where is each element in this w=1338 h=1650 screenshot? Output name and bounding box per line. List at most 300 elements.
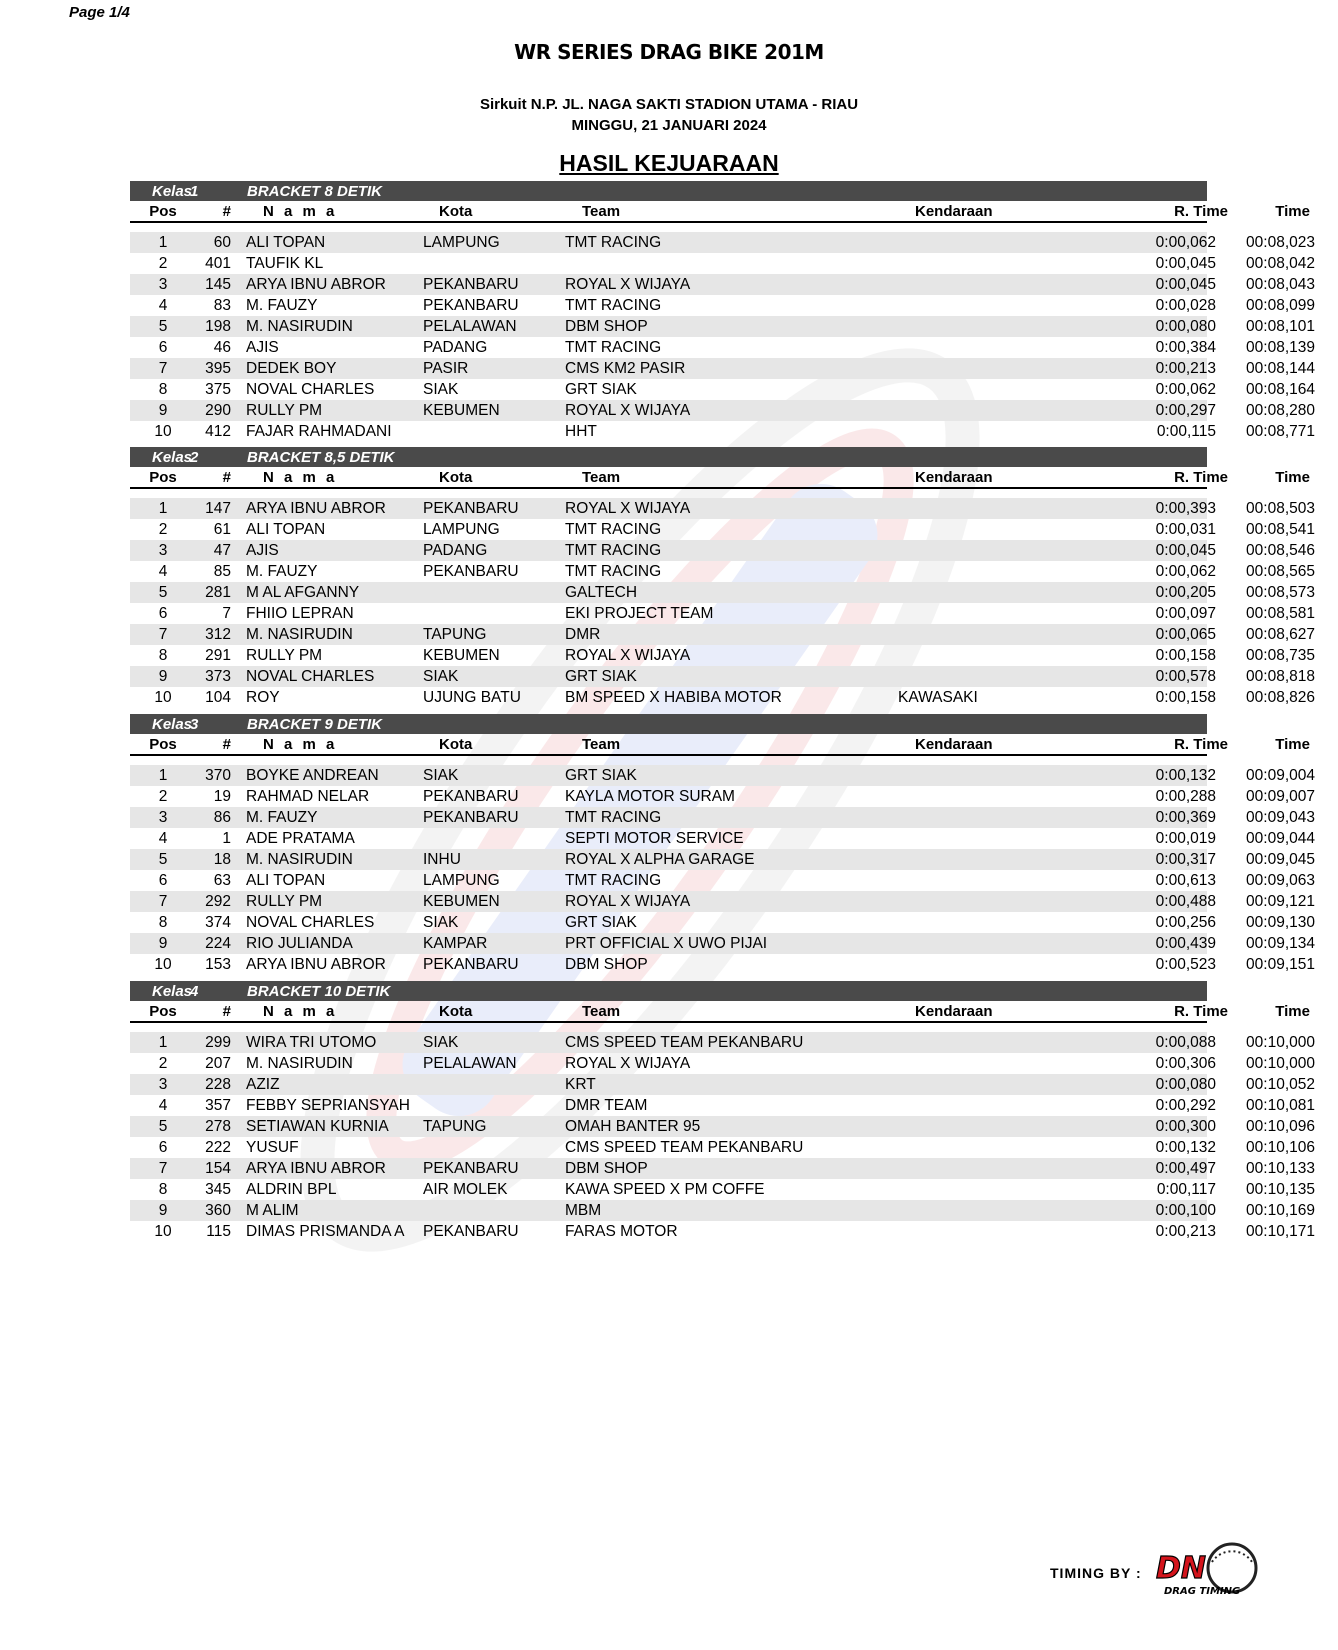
kelas-name: BRACKET 10 DETIK bbox=[247, 983, 391, 1000]
cell-team: TMT RACING bbox=[565, 872, 662, 889]
cell-pos: 9 bbox=[158, 1202, 168, 1219]
column-header-pos: Pos bbox=[149, 469, 177, 486]
venue: Sirkuit N.P. JL. NAGA SAKTI STADION UTAMA - RIAU bbox=[479, 96, 859, 113]
cell-nama: M. NASIRUDIN bbox=[246, 626, 353, 643]
cell-pos: 6 bbox=[158, 605, 168, 622]
cell-nama: RULLY PM bbox=[246, 402, 323, 419]
cell-rtime: 0:00,028 bbox=[1155, 297, 1216, 314]
cell-num: 83 bbox=[213, 297, 231, 314]
cell-pos: 5 bbox=[158, 1118, 168, 1135]
column-header-team: Team bbox=[582, 1003, 621, 1020]
cell-pos: 4 bbox=[158, 297, 168, 314]
kelas-section-3 bbox=[130, 714, 1315, 975]
cell-time: 00:08,565 bbox=[1246, 563, 1315, 580]
cell-num: 281 bbox=[205, 584, 231, 601]
column-header-time: Time bbox=[1275, 469, 1310, 486]
cell-time: 00:09,007 bbox=[1246, 788, 1315, 805]
cell-kota: PEKANBARU bbox=[423, 788, 519, 805]
cell-time: 00:10,133 bbox=[1246, 1160, 1315, 1177]
cell-kota: PEKANBARU bbox=[423, 1223, 519, 1240]
kelas-label: Kelas bbox=[152, 983, 193, 1000]
cell-nama: ALI TOPAN bbox=[246, 521, 326, 538]
kelas-label: Kelas bbox=[152, 716, 193, 733]
table-row bbox=[130, 379, 1315, 400]
cell-num: 63 bbox=[213, 872, 231, 889]
cell-team: ROYAL X WIJAYA bbox=[565, 1055, 691, 1072]
table-row bbox=[130, 337, 1315, 358]
cell-rtime: 0:00,062 bbox=[1155, 381, 1216, 398]
cell-rtime: 0:00,384 bbox=[1155, 339, 1216, 356]
cell-pos: 5 bbox=[158, 851, 168, 868]
cell-pos: 3 bbox=[158, 542, 168, 559]
cell-nama: ARYA IBNU ABROR bbox=[246, 500, 386, 517]
cell-team: ROYAL X WIJAYA bbox=[565, 893, 691, 910]
cell-team: CMS SPEED TEAM PEKANBARU bbox=[565, 1034, 804, 1051]
cell-rtime: 0:00,100 bbox=[1155, 1202, 1216, 1219]
kelas-header bbox=[130, 981, 1207, 1001]
cell-kota: PEKANBARU bbox=[423, 500, 519, 517]
cell-team: ROYAL X ALPHA GARAGE bbox=[565, 851, 755, 868]
cell-kota: PADANG bbox=[423, 542, 488, 559]
cell-num: 46 bbox=[213, 339, 231, 356]
cell-kota: KEBUMEN bbox=[423, 647, 500, 664]
cell-time: 00:10,171 bbox=[1246, 1223, 1315, 1240]
cell-team: DBM SHOP bbox=[565, 318, 648, 335]
cell-nama: NOVAL CHARLES bbox=[246, 668, 375, 685]
column-header-rtime: R. Time bbox=[1174, 469, 1228, 486]
table-row bbox=[130, 253, 1315, 274]
cell-num: 7 bbox=[222, 605, 231, 622]
event-title: WR SERIES DRAG BIKE 201M bbox=[514, 40, 824, 64]
results-title-text: HASIL KEJUARAAN bbox=[559, 150, 779, 176]
column-header-team: Team bbox=[582, 203, 621, 220]
table-row bbox=[130, 786, 1315, 807]
cell-rtime: 0:00,031 bbox=[1155, 521, 1216, 538]
cell-team: TMT RACING bbox=[565, 809, 662, 826]
cell-rtime: 0:00,288 bbox=[1155, 788, 1216, 805]
cell-nama: BOYKE ANDREAN bbox=[246, 767, 379, 784]
cell-team: HHT bbox=[565, 423, 597, 440]
cell-pos: 1 bbox=[158, 1034, 168, 1051]
kelas-header bbox=[130, 181, 1207, 201]
kelas-number: 2 bbox=[190, 449, 199, 466]
cell-num: 278 bbox=[205, 1118, 231, 1135]
cell-time: 00:09,134 bbox=[1246, 935, 1315, 952]
cell-nama: M. FAUZY bbox=[246, 297, 318, 314]
table-row bbox=[130, 933, 1315, 954]
cell-rtime: 0:00,158 bbox=[1155, 689, 1216, 706]
cell-time: 00:10,052 bbox=[1246, 1076, 1315, 1093]
table-row bbox=[130, 1032, 1315, 1053]
cell-team: GRT SIAK bbox=[565, 668, 637, 685]
column-header-rtime: R. Time bbox=[1174, 203, 1228, 220]
cell-kota: SIAK bbox=[423, 1034, 459, 1051]
cell-nama: FEBBY SEPRIANSYAH bbox=[246, 1097, 410, 1114]
table-row bbox=[130, 1116, 1315, 1137]
cell-nama: AZIZ bbox=[246, 1076, 280, 1093]
cell-rtime: 0:00,578 bbox=[1155, 668, 1216, 685]
cell-nama: ALI TOPAN bbox=[246, 872, 326, 889]
cell-nama: M. NASIRUDIN bbox=[246, 851, 353, 868]
kelas-section-4 bbox=[130, 981, 1315, 1242]
cell-num: 345 bbox=[205, 1181, 231, 1198]
cell-nama: FHIIO LEPRAN bbox=[246, 605, 354, 622]
table-row bbox=[130, 912, 1315, 933]
cell-team: BM SPEED X HABIBA MOTOR bbox=[565, 689, 782, 706]
cell-rtime: 0:00,065 bbox=[1155, 626, 1216, 643]
cell-rtime: 0:00,045 bbox=[1155, 276, 1216, 293]
cell-time: 00:10,135 bbox=[1246, 1181, 1315, 1198]
column-header-nama: N a m a bbox=[263, 1003, 338, 1020]
cell-team: TMT RACING bbox=[565, 521, 662, 538]
kelas-header bbox=[130, 714, 1207, 734]
cell-time: 00:09,130 bbox=[1246, 914, 1315, 931]
cell-num: 370 bbox=[205, 767, 231, 784]
cell-kota: KEBUMEN bbox=[423, 402, 500, 419]
cell-num: 198 bbox=[205, 318, 231, 335]
table-row bbox=[130, 1095, 1315, 1116]
table-row bbox=[130, 1200, 1315, 1221]
cell-nama: ARYA IBNU ABROR bbox=[246, 956, 386, 973]
cell-kota: PEKANBARU bbox=[423, 276, 519, 293]
logo-text: DN bbox=[1156, 1551, 1207, 1586]
cell-time: 00:08,139 bbox=[1246, 339, 1315, 356]
cell-num: 222 bbox=[205, 1139, 231, 1156]
cell-nama: AJIS bbox=[246, 339, 279, 356]
cell-num: 228 bbox=[205, 1076, 231, 1093]
cell-team: SEPTI MOTOR SERVICE bbox=[565, 830, 744, 847]
cell-pos: 3 bbox=[158, 1076, 168, 1093]
cell-nama: DIMAS PRISMANDA A bbox=[246, 1223, 405, 1240]
cell-pos: 3 bbox=[158, 276, 168, 293]
cell-rtime: 0:00,045 bbox=[1155, 542, 1216, 559]
cell-pos: 2 bbox=[158, 255, 168, 272]
cell-rtime: 0:00,132 bbox=[1155, 1139, 1216, 1156]
table-row bbox=[130, 421, 1315, 442]
cell-pos: 2 bbox=[158, 788, 168, 805]
cell-time: 00:10,169 bbox=[1246, 1202, 1315, 1219]
cell-rtime: 0:00,158 bbox=[1155, 647, 1216, 664]
cell-rtime: 0:00,300 bbox=[1155, 1118, 1216, 1135]
cell-num: 19 bbox=[213, 788, 231, 805]
cell-time: 00:08,818 bbox=[1246, 668, 1315, 685]
cell-kota: LAMPUNG bbox=[423, 234, 500, 251]
cell-time: 00:08,826 bbox=[1246, 689, 1315, 706]
cell-team: KAYLA MOTOR SURAM bbox=[565, 788, 735, 805]
table-row bbox=[130, 582, 1315, 603]
cell-team: DBM SHOP bbox=[565, 1160, 648, 1177]
cell-team: FARAS MOTOR bbox=[565, 1223, 678, 1240]
cell-nama: SETIAWAN KURNIA bbox=[246, 1118, 389, 1135]
cell-pos: 1 bbox=[158, 767, 168, 784]
cell-pos: 4 bbox=[158, 830, 168, 847]
cell-num: 357 bbox=[205, 1097, 231, 1114]
cell-pos: 7 bbox=[158, 1160, 168, 1177]
cell-num: 104 bbox=[205, 689, 231, 706]
column-header-num: # bbox=[222, 736, 231, 753]
column-header-pos: Pos bbox=[149, 1003, 177, 1020]
column-header-kendaraan: Kendaraan bbox=[915, 469, 993, 486]
cell-team: GRT SIAK bbox=[565, 381, 637, 398]
kelas-name: BRACKET 8 DETIK bbox=[247, 183, 383, 200]
cell-pos: 9 bbox=[158, 935, 168, 952]
cell-num: 85 bbox=[213, 563, 231, 580]
dn-timing-logo bbox=[1150, 1540, 1260, 1602]
cell-rtime: 0:00,292 bbox=[1155, 1097, 1216, 1114]
cell-pos: 8 bbox=[158, 647, 168, 664]
column-header-kota: Kota bbox=[439, 736, 473, 753]
cell-nama: M. FAUZY bbox=[246, 563, 318, 580]
column-header-row bbox=[130, 734, 1310, 756]
cell-team: TMT RACING bbox=[565, 563, 662, 580]
cell-num: 153 bbox=[205, 956, 231, 973]
cell-kota: SIAK bbox=[423, 914, 459, 931]
cell-num: 395 bbox=[205, 360, 231, 377]
table-row bbox=[130, 1053, 1315, 1074]
cell-time: 00:08,023 bbox=[1246, 234, 1315, 251]
cell-rtime: 0:00,306 bbox=[1155, 1055, 1216, 1072]
cell-team: ROYAL X WIJAYA bbox=[565, 500, 691, 517]
table-row bbox=[130, 1137, 1315, 1158]
table-row bbox=[130, 400, 1315, 421]
kelas-section-2 bbox=[130, 447, 1315, 708]
cell-time: 00:08,101 bbox=[1246, 318, 1315, 335]
cell-rtime: 0:00,205 bbox=[1155, 584, 1216, 601]
cell-rtime: 0:00,317 bbox=[1155, 851, 1216, 868]
cell-rtime: 0:00,088 bbox=[1155, 1034, 1216, 1051]
cell-rtime: 0:00,115 bbox=[1156, 423, 1216, 440]
table-row bbox=[130, 891, 1315, 912]
column-header-time: Time bbox=[1275, 1003, 1310, 1020]
cell-nama: RULLY PM bbox=[246, 893, 323, 910]
cell-time: 00:10,096 bbox=[1246, 1118, 1315, 1135]
table-row bbox=[130, 1179, 1315, 1200]
cell-nama: M. FAUZY bbox=[246, 809, 318, 826]
cell-kota: PEKANBARU bbox=[423, 563, 519, 580]
cell-pos: 8 bbox=[158, 914, 168, 931]
timing-label: TIMING BY : bbox=[1050, 1565, 1142, 1581]
cell-pos: 4 bbox=[158, 1097, 168, 1114]
cell-nama: ARYA IBNU ABROR bbox=[246, 276, 386, 293]
cell-kota: AIR MOLEK bbox=[423, 1181, 508, 1198]
table-row bbox=[130, 1221, 1315, 1242]
column-header-time: Time bbox=[1275, 736, 1310, 753]
cell-nama: RULLY PM bbox=[246, 647, 323, 664]
cell-team: MBM bbox=[565, 1202, 602, 1219]
cell-kota: LAMPUNG bbox=[423, 521, 500, 538]
cell-time: 00:09,121 bbox=[1246, 893, 1315, 910]
cell-kota: PELALAWAN bbox=[423, 318, 517, 335]
cell-rtime: 0:00,256 bbox=[1155, 914, 1216, 931]
column-header-num: # bbox=[222, 203, 231, 220]
cell-time: 00:09,043 bbox=[1246, 809, 1315, 826]
cell-time: 00:08,043 bbox=[1246, 276, 1315, 293]
cell-kota: UJUNG BATU bbox=[423, 689, 521, 706]
kelas-header bbox=[130, 447, 1207, 467]
cell-pos: 1 bbox=[158, 500, 168, 517]
cell-team: KAWA SPEED X PM COFFE bbox=[565, 1181, 765, 1198]
cell-rtime: 0:00,132 bbox=[1155, 767, 1216, 784]
cell-team: KRT bbox=[565, 1076, 596, 1093]
kelas-number: 3 bbox=[190, 716, 199, 733]
column-header-kota: Kota bbox=[439, 1003, 473, 1020]
column-header-nama: N a m a bbox=[263, 736, 338, 753]
cell-num: 47 bbox=[213, 542, 231, 559]
cell-team: ROYAL X WIJAYA bbox=[565, 647, 691, 664]
cell-pos: 1 bbox=[158, 234, 168, 251]
column-header-kota: Kota bbox=[439, 469, 473, 486]
cell-pos: 10 bbox=[154, 1223, 172, 1240]
column-header-team: Team bbox=[582, 469, 621, 486]
cell-num: 374 bbox=[205, 914, 231, 931]
kelas-name: BRACKET 8,5 DETIK bbox=[247, 449, 395, 466]
cell-nama: NOVAL CHARLES bbox=[246, 914, 375, 931]
cell-num: 375 bbox=[205, 381, 231, 398]
results-title bbox=[0, 150, 1338, 177]
cell-pos: 9 bbox=[158, 668, 168, 685]
cell-team: CMS KM2 PASIR bbox=[565, 360, 686, 377]
cell-team: GALTECH bbox=[565, 584, 638, 601]
table-row bbox=[130, 828, 1315, 849]
cell-time: 00:10,000 bbox=[1246, 1034, 1315, 1051]
cell-pos: 2 bbox=[158, 1055, 168, 1072]
cell-time: 00:09,063 bbox=[1246, 872, 1315, 889]
cell-num: 401 bbox=[205, 255, 231, 272]
cell-pos: 6 bbox=[158, 339, 168, 356]
table-row bbox=[130, 498, 1315, 519]
cell-nama: ALDRIN BPL bbox=[246, 1181, 337, 1198]
cell-nama: ALI TOPAN bbox=[246, 234, 326, 251]
cell-rtime: 0:00,019 bbox=[1155, 830, 1216, 847]
cell-time: 00:09,045 bbox=[1246, 851, 1315, 868]
logo-subtext: DRAG TIMING bbox=[1164, 1586, 1241, 1597]
cell-nama: DEDEK BOY bbox=[246, 360, 337, 377]
table-row bbox=[130, 870, 1315, 891]
table-row bbox=[130, 645, 1315, 666]
cell-num: 412 bbox=[205, 423, 231, 440]
cell-num: 207 bbox=[205, 1055, 231, 1072]
column-header-time: Time bbox=[1275, 203, 1310, 220]
cell-team: ROYAL X WIJAYA bbox=[565, 276, 691, 293]
column-header-kota: Kota bbox=[439, 203, 473, 220]
table-row bbox=[130, 295, 1315, 316]
cell-nama: ARYA IBNU ABROR bbox=[246, 1160, 386, 1177]
cell-nama: YUSUF bbox=[246, 1139, 299, 1156]
cell-nama: WIRA TRI UTOMO bbox=[246, 1034, 377, 1051]
column-header-row bbox=[130, 1001, 1310, 1023]
cell-num: 115 bbox=[206, 1223, 231, 1240]
cell-team: GRT SIAK bbox=[565, 767, 637, 784]
cell-rtime: 0:00,080 bbox=[1155, 318, 1216, 335]
cell-rtime: 0:00,097 bbox=[1155, 605, 1216, 622]
cell-team: DMR TEAM bbox=[565, 1097, 648, 1114]
table-row bbox=[130, 316, 1315, 337]
cell-kendaraan: KAWASAKI bbox=[898, 689, 978, 706]
cell-time: 00:10,000 bbox=[1246, 1055, 1315, 1072]
cell-pos: 6 bbox=[158, 1139, 168, 1156]
cell-time: 00:08,627 bbox=[1246, 626, 1315, 643]
column-header-row bbox=[130, 467, 1310, 489]
column-header-kendaraan: Kendaraan bbox=[915, 736, 993, 753]
table-row bbox=[130, 1158, 1315, 1179]
cell-time: 00:09,004 bbox=[1246, 767, 1315, 784]
cell-nama: TAUFIK KL bbox=[246, 255, 324, 272]
table-row bbox=[130, 519, 1315, 540]
cell-team: PRT OFFICIAL X UWO PIJAI bbox=[565, 935, 768, 952]
cell-time: 00:08,541 bbox=[1246, 521, 1315, 538]
kelas-number: 4 bbox=[190, 983, 199, 1000]
cell-rtime: 0:00,393 bbox=[1155, 500, 1216, 517]
cell-pos: 3 bbox=[158, 809, 168, 826]
cell-kota: PEKANBARU bbox=[423, 809, 519, 826]
kelas-section-1 bbox=[130, 181, 1315, 442]
column-header-row bbox=[130, 201, 1310, 223]
table-row bbox=[130, 603, 1315, 624]
table-row bbox=[130, 765, 1315, 786]
column-header-pos: Pos bbox=[149, 736, 177, 753]
table-row bbox=[130, 1074, 1315, 1095]
cell-rtime: 0:00,523 bbox=[1155, 956, 1216, 973]
cell-time: 00:08,503 bbox=[1246, 500, 1315, 517]
cell-team: TMT RACING bbox=[565, 339, 662, 356]
cell-rtime: 0:00,497 bbox=[1155, 1160, 1216, 1177]
cell-num: 18 bbox=[213, 851, 231, 868]
cell-time: 00:08,144 bbox=[1246, 360, 1315, 377]
cell-nama: M ALIM bbox=[246, 1202, 299, 1219]
cell-rtime: 0:00,062 bbox=[1155, 563, 1216, 580]
cell-nama: M AL AFGANNY bbox=[246, 584, 360, 601]
cell-num: 299 bbox=[205, 1034, 231, 1051]
cell-time: 00:08,573 bbox=[1246, 584, 1315, 601]
cell-team: ROYAL X WIJAYA bbox=[565, 402, 691, 419]
cell-num: 61 bbox=[213, 521, 231, 538]
kelas-name: BRACKET 9 DETIK bbox=[247, 716, 383, 733]
cell-time: 00:10,106 bbox=[1246, 1139, 1315, 1156]
cell-kota: SIAK bbox=[423, 381, 459, 398]
cell-nama: M. NASIRUDIN bbox=[246, 318, 353, 335]
cell-kota: PELALAWAN bbox=[423, 1055, 517, 1072]
table-row bbox=[130, 849, 1315, 870]
kelas-label: Kelas bbox=[152, 449, 193, 466]
cell-num: 224 bbox=[205, 935, 231, 952]
kelas-number: 1 bbox=[190, 183, 199, 200]
cell-time: 00:08,280 bbox=[1246, 402, 1315, 419]
cell-time: 00:09,151 bbox=[1246, 956, 1315, 973]
cell-rtime: 0:00,297 bbox=[1155, 402, 1216, 419]
table-row bbox=[130, 687, 1315, 708]
cell-kota: PEKANBARU bbox=[423, 956, 519, 973]
cell-team: CMS SPEED TEAM PEKANBARU bbox=[565, 1139, 804, 1156]
cell-kota: INHU bbox=[423, 851, 461, 868]
cell-kota: TAPUNG bbox=[423, 1118, 487, 1135]
cell-time: 00:08,735 bbox=[1246, 647, 1315, 664]
page-label: Page 1/4 bbox=[69, 4, 130, 21]
cell-num: 290 bbox=[205, 402, 231, 419]
cell-pos: 10 bbox=[154, 689, 172, 706]
cell-time: 00:09,044 bbox=[1246, 830, 1315, 847]
cell-num: 147 bbox=[205, 500, 231, 517]
cell-kota: LAMPUNG bbox=[423, 872, 500, 889]
table-row bbox=[130, 540, 1315, 561]
cell-rtime: 0:00,613 bbox=[1155, 872, 1216, 889]
cell-rtime: 0:00,062 bbox=[1155, 234, 1216, 251]
cell-team: TMT RACING bbox=[565, 234, 662, 251]
cell-rtime: 0:00,045 bbox=[1155, 255, 1216, 272]
cell-time: 00:10,081 bbox=[1246, 1097, 1315, 1114]
cell-team: DMR bbox=[565, 626, 601, 643]
cell-num: 1 bbox=[222, 830, 231, 847]
cell-pos: 10 bbox=[154, 956, 172, 973]
